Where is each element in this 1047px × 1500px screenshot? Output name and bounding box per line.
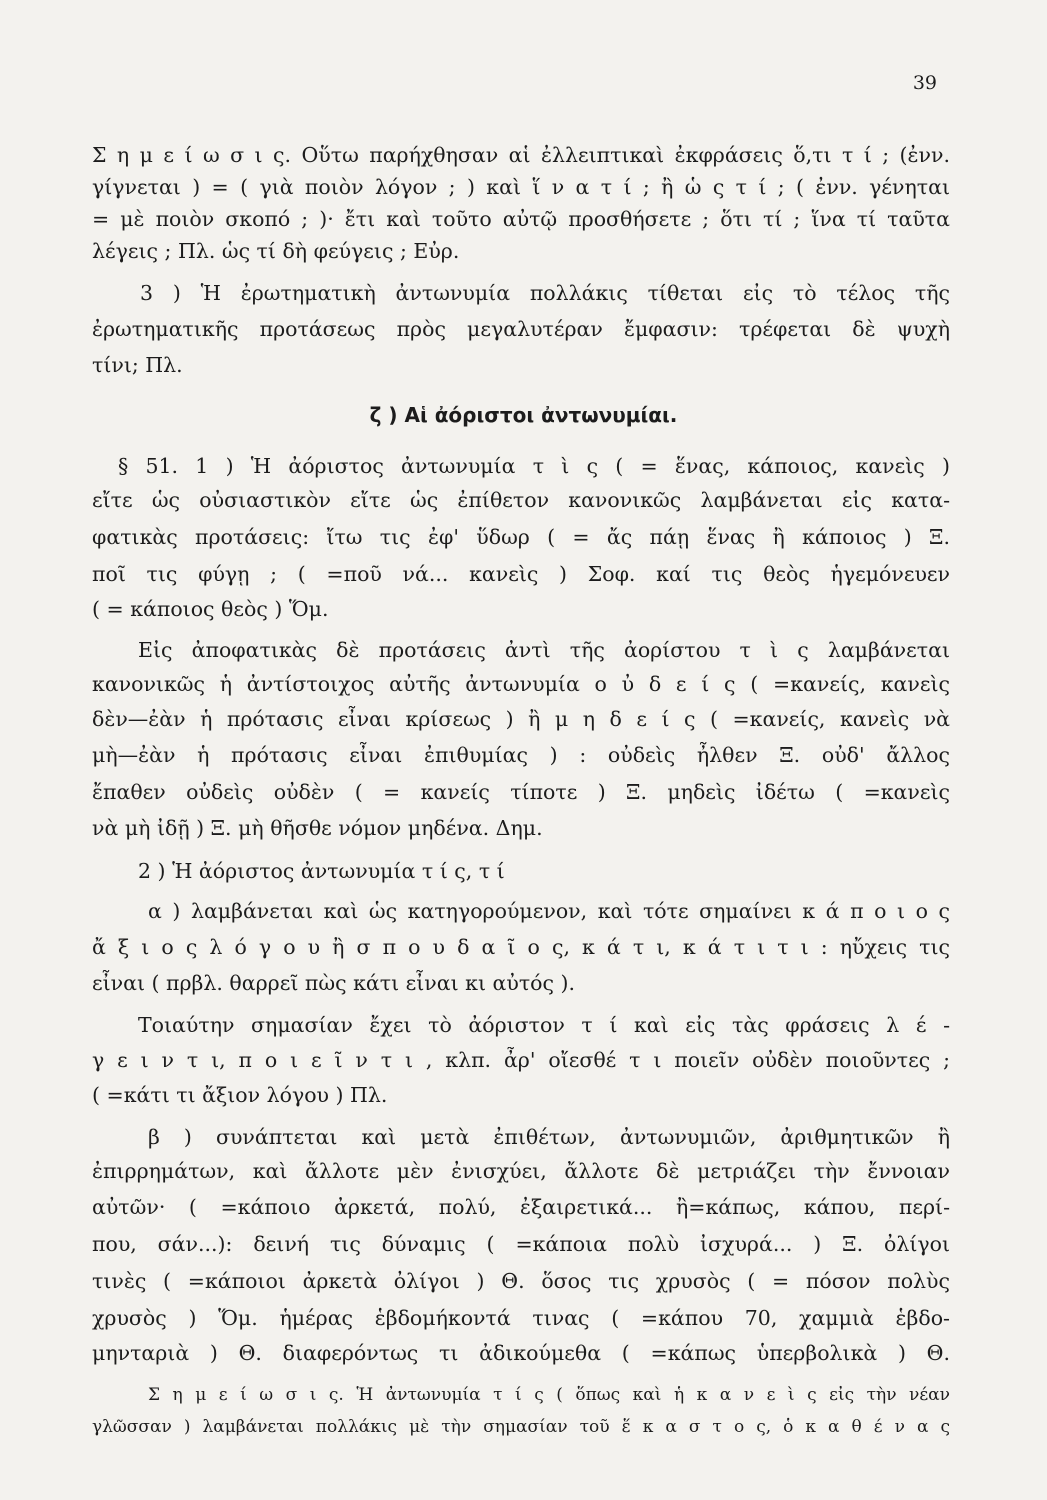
text-line: νὰ μὴ ἰδῇ ) Ξ. μὴ θῆσθε νόμον μηδένα. Δημ.: [92, 816, 543, 840]
text-line: ἔπαθεν οὐδεὶς οὐδὲν ( = κανείς τίποτε ) Ξ. μηδεὶς ἰδέτω ( =κανεὶς: [92, 780, 950, 804]
text-line: φατικὰς προτάσεις: ἴτω τις ἐφ' ὕδωρ ( = ἄς πάῃ ἕνας ἢ κάποιος ) Ξ.: [92, 525, 950, 549]
text-line: γίγνεται ) = ( γιὰ ποιὸν λόγον ; ) καὶ ἵ ν α τ ί ; ἢ ὡ ς τ ί ; ( ἐνν. γένηται: [92, 175, 950, 199]
text-line: χρυσὸς ) Ὅμ. ἡμέρας ἑβδομήκοντά τινας ( =κάπου 70, χαμμιὰ ἑβδο-: [92, 1306, 950, 1330]
text-line: ( =κάτι τι ἄξιον λόγου ) Πλ.: [92, 1083, 388, 1107]
text-line: ἄ ξ ι ο ς λ ό γ ο υ ἢ σ π ο υ δ α ῖ ο ς, κ ά τ ι, κ ά τ ι τ ι : ηὔχεις τις: [92, 935, 950, 959]
text-line: 2 ) Ἡ ἀόριστος ἀντωνυμία τ ί ς, τ ί: [138, 859, 505, 883]
text-line: § 51. 1 ) Ἡ ἀόριστος ἀντωνυμία τ ὶ ς ( = ἕνας, κάποιος, κανεὶς ): [118, 454, 950, 478]
text-line: ἐρωτηματικῆς προτάσεως πρὸς μεγαλυτέραν ἔμφασιν: τρέφεται δὲ ψυχὴ: [92, 317, 950, 341]
text-line: αὐτῶν· ( =κάποιο ἀρκετά, πολύ, ἐξαιρετικά... ἢ=κάπως, κάπου, περί-: [92, 1195, 950, 1219]
text-line: τίνι; Πλ.: [92, 353, 183, 377]
text-line: β ) συνάπτεται καὶ μετὰ ἐπιθέτων, ἀντωνυμιῶν, ἀριθμητικῶν ἢ: [148, 1125, 950, 1149]
text-line: μὴ—ἐὰν ἡ πρότασις εἶναι ἐπιθυμίας ) : οὐδεὶς ἦλθεν Ξ. οὐδ' ἄλλος: [92, 743, 950, 767]
text-line: λέγεις ; Πλ. ὡς τί δὴ φεύγεις ; Εὐρ.: [92, 239, 460, 263]
text-line: γ ε ι ν τ ι, π ο ι ε ῖ ν τ ι , κλπ. ἆρ' οἴεσθέ τ ι ποιεῖν οὐδὲν ποιοῦντες ;: [92, 1048, 950, 1072]
text-line: 3 ) Ἡ ἐρωτηματικὴ ἀντωνυμία πολλάκις τίθεται εἰς τὸ τέλος τῆς: [140, 281, 950, 305]
text-line: ( = κάποιος θεὸς ) Ὅμ.: [92, 597, 329, 621]
text-line: α ) λαμβάνεται καὶ ὡς κατηγορούμενον, καὶ τότε σημαίνει κ ά π ο ι ο ς: [148, 899, 950, 923]
text-line: δὲν—ἐὰν ἡ πρότασις εἶναι κρίσεως ) ἢ μ η δ ε ί ς ( =κανείς, κανεὶς νὰ: [92, 707, 950, 731]
text-line: εἶναι ( πρβλ. θαρρεῖ πὼς κάτι εἶναι κι αὐτός ).: [92, 971, 576, 995]
note-line: Σ η μ ε ί ω σ ι ς. Ἡ ἀντωνυμία τ ί ς ( ὅπως καὶ ἡ κ α ν ε ὶ ς εἰς τὴν νέαν: [148, 1385, 950, 1405]
note-line: γλῶσσαν ) λαμβάνεται πολλάκις μὲ τὴν σημασίαν τοῦ ἕ κ α σ τ ο ς, ὁ κ α θ έ ν α ς: [92, 1417, 950, 1437]
text-line: Τοιαύτην σημασίαν ἔχει τὸ ἀόριστον τ ί καὶ εἰς τὰς φράσεις λ έ -: [138, 1013, 950, 1037]
text-line: ἐπιρρημάτων, καὶ ἄλλοτε μὲν ἐνισχύει, ἄλλοτε δὲ μετριάζει τὴν ἔννοιαν: [92, 1159, 950, 1183]
text-line: τινὲς ( =κάποιοι ἀρκετὰ ὀλίγοι ) Θ. ὅσος τις χρυσὸς ( = πόσον πολὺς: [92, 1269, 950, 1293]
text-line: που, σάν...): δεινή τις δύναμις ( =κάποια πολὺ ἰσχυρά... ) Ξ. ὀλίγοι: [92, 1232, 950, 1256]
text-line: Εἰς ἀποφατικὰς δὲ προτάσεις ἀντὶ τῆς ἀορίστου τ ὶ ς λαμβάνεται: [138, 638, 950, 662]
text-line: Σ η μ ε ί ω σ ι ς. Οὕτω παρήχθησαν αἱ ἐλλειπτικαὶ ἐκφράσεις ὅ,τι τ ί ; (ἐνν.: [92, 143, 950, 167]
page-number: 39: [912, 72, 937, 94]
section-heading: ζ ) Αἱ ἀόριστοι ἀντωνυμίαι.: [369, 403, 678, 427]
text-line: κανονικῶς ἡ ἀντίστοιχος αὐτῆς ἀντωνυμία ο ὐ δ ε ί ς ( =κανείς, κανεὶς: [92, 672, 950, 696]
text-line: εἴτε ὡς οὐσιαστικὸν εἴτε ὡς ἐπίθετον κανονικῶς λαμβάνεται εἰς κατα-: [92, 488, 950, 512]
text-line: ποῖ τις φύγῃ ; ( =ποῦ νά... κανεὶς ) Σοφ. καί τις θεὸς ἡγεμόνευεν: [92, 562, 950, 586]
text-line: μηνταριὰ ) Θ. διαφερόντως τι ἀδικούμεθα ( =κάπως ὑπερβολικὰ ) Θ.: [92, 1341, 950, 1365]
text-line: = μὲ ποιὸν σκοπό ; )· ἔτι καὶ τοῦτο αὐτῷ προσθήσετε ; ὅτι τί ; ἵνα τί ταῦτα: [92, 207, 950, 231]
